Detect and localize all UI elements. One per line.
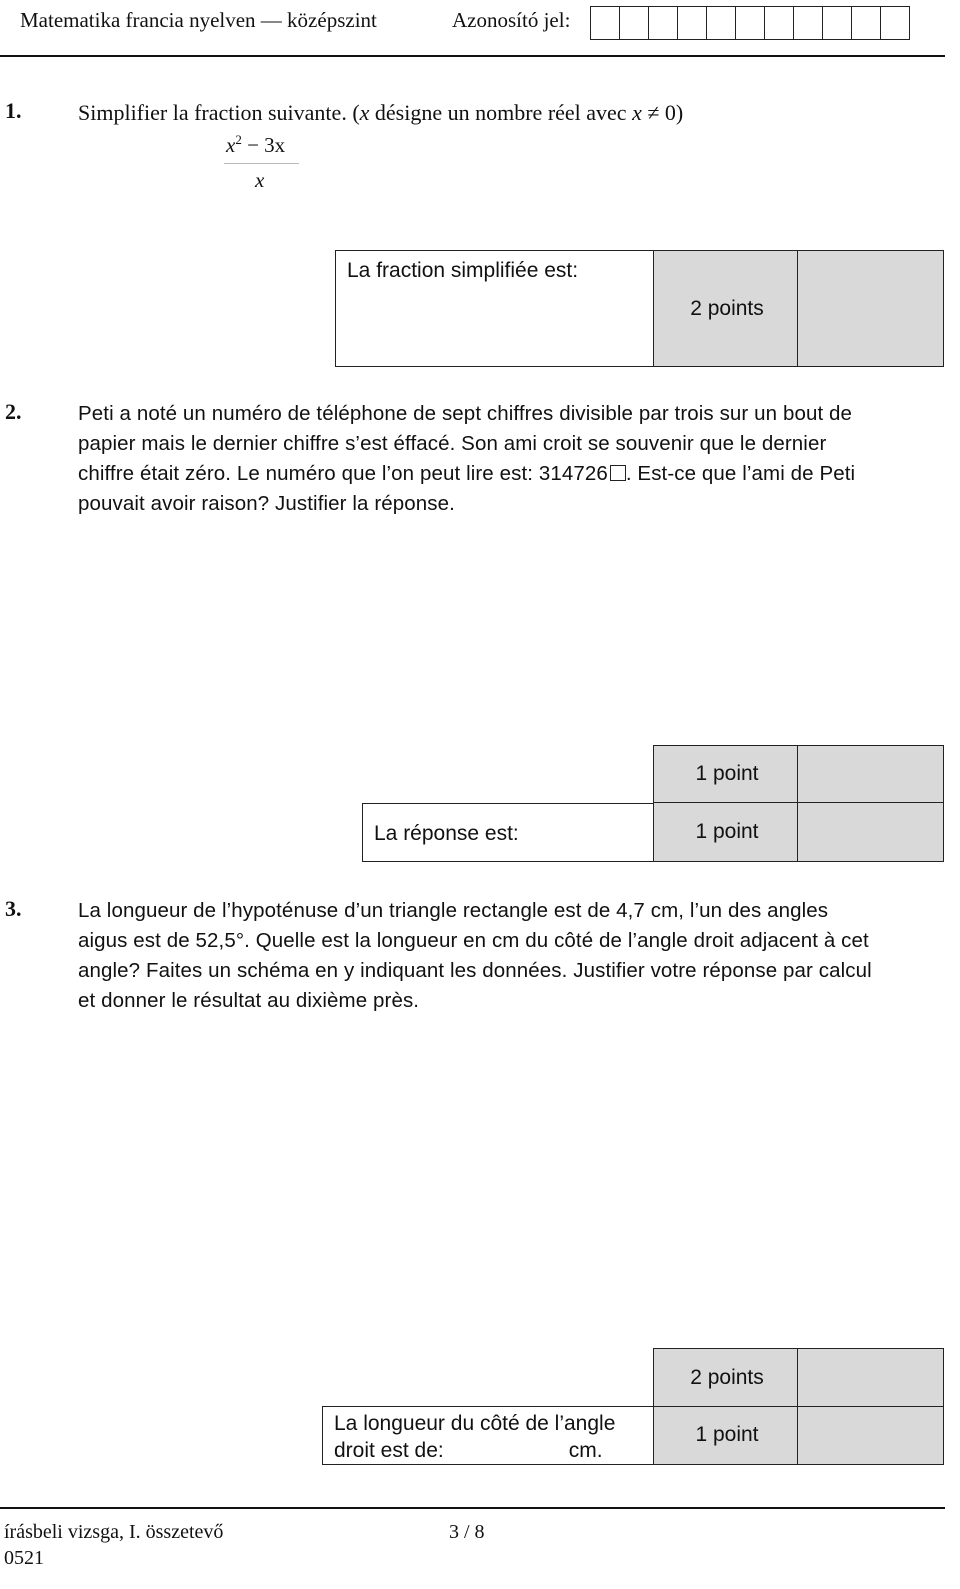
id-boxes[interactable] (590, 6, 910, 40)
q1-num-exp: 2 (235, 132, 242, 147)
footer-exam: írásbeli vizsga, I. összetevő (4, 1521, 224, 1543)
id-box[interactable] (591, 7, 620, 39)
q2-text (78, 399, 933, 519)
q2-line3-end: . Est-ce que l’ami de Peti (625, 462, 856, 485)
q3-points-1: 2 points (690, 1366, 764, 1389)
q1-denominator (255, 168, 264, 193)
q3-points-box-2 (653, 1406, 799, 1465)
id-box[interactable] (649, 7, 678, 39)
q3-answer-box[interactable] (322, 1406, 655, 1465)
q1-text (78, 98, 683, 127)
q2-points-2: 1 point (695, 820, 759, 843)
id-box[interactable] (620, 7, 649, 39)
footer-code: 0521 (4, 1547, 44, 1569)
q2-answer-box[interactable] (362, 803, 655, 862)
q1-var2: x (632, 100, 642, 125)
q2-line3 (78, 459, 933, 489)
footer-rule (0, 1507, 945, 1509)
q1-den-x: x (255, 168, 265, 192)
q2-line4: pouvait avoir raison? Justifier la réponse. (78, 492, 455, 515)
q1-text-start: Simplifier la fraction suivante. ( (78, 100, 360, 125)
q3-answer-label-2-row (334, 1437, 615, 1464)
q3-score-box-1[interactable] (797, 1348, 944, 1408)
q1-points-box (653, 250, 799, 367)
q2-points-1: 1 point (695, 762, 759, 785)
q2-line2: papier mais le dernier chiffre s’est éffacé. Son ami croit se souvenir que le dernier (78, 432, 827, 455)
id-box[interactable] (852, 7, 881, 39)
q3-number: 3. (5, 896, 22, 921)
q1-answer-label: La fraction simplifiée est: (347, 259, 579, 282)
q3-line4: et donner le résultat au dixième près. (78, 989, 420, 1012)
q3-score-box-2[interactable] (797, 1406, 944, 1465)
q2-number: 2. (5, 399, 22, 424)
q3-line3: angle? Faites un schéma en y indiquant les données. Justifier votre réponse par calcul (78, 959, 872, 982)
q3-answer-label-1: La longueur du côté de l’angle (334, 1412, 616, 1435)
q1-number: 1. (5, 98, 22, 123)
q3-line1: La longueur de l’hypoténuse d’un triangle rectangle est de 4,7 cm, l’un des angles (78, 899, 829, 922)
q3-answer-label-2: droit est de: (334, 1439, 444, 1462)
q2-score-box-1[interactable] (797, 745, 944, 804)
id-box[interactable] (736, 7, 765, 39)
q3-answer-label (334, 1410, 615, 1464)
id-box[interactable] (765, 7, 794, 39)
header-title: Matematika francia nyelven — középszint (20, 8, 377, 32)
q3-points-box-1 (653, 1348, 799, 1408)
q1-score-box[interactable] (797, 250, 944, 367)
id-box[interactable] (881, 7, 909, 39)
blank-digit-box (610, 465, 626, 481)
q1-answer-box[interactable] (335, 250, 655, 367)
id-box[interactable] (678, 7, 707, 39)
id-label: Azonosító jel: (452, 8, 571, 32)
id-box[interactable] (794, 7, 823, 39)
q3-line2: aigus est de 52,5°. Quelle est la longueur en cm du côté de l’angle droit adjacent à cet (78, 929, 869, 952)
q1-points: 2 points (690, 297, 764, 320)
q3-points-2: 1 point (695, 1423, 759, 1446)
q2-line1: Peti a noté un numéro de téléphone de sept chiffres divisible par trois sur un bout de (78, 402, 853, 425)
q2-score-box-2[interactable] (797, 802, 944, 862)
q3-text (78, 896, 933, 1016)
q2-answer-label: La réponse est: (374, 822, 519, 845)
header-rule (0, 55, 945, 57)
q3-answer-unit: cm. (568, 1439, 603, 1462)
id-box[interactable] (823, 7, 852, 39)
id-box[interactable] (707, 7, 736, 39)
q1-numerator (226, 132, 285, 158)
footer-page: 3 / 8 (449, 1521, 485, 1543)
fraction-bar (224, 163, 299, 164)
q2-line3-start: chiffre était zéro. Le numéro que l’on peut lire est: 314726 (78, 462, 608, 485)
q2-points-box-1 (653, 745, 799, 804)
q1-var: x (359, 100, 370, 125)
q1-num-rest: − 3x (247, 133, 286, 157)
q1-text-middle: désigne un nombre réel avec (369, 100, 633, 125)
q1-text-neq: ≠ 0) (641, 100, 684, 125)
q1-num-x: x (226, 133, 236, 157)
q2-points-box-2 (653, 802, 799, 862)
